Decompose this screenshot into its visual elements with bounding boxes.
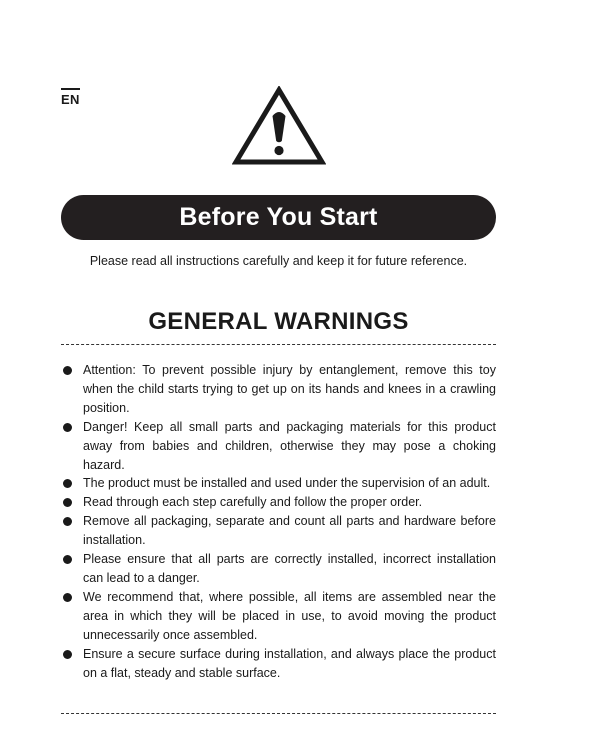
warning-text: Remove all packaging, separate and count all parts and hardware before installation. [83,514,496,548]
warning-item [61,418,496,475]
intro-text: Please read all instructions carefully and keep it for future reference. [89,254,468,268]
bullet-dot-icon [63,479,72,488]
warning-item [61,550,496,588]
warning-text: Please ensure that all parts are correctly installed, incorrect installation can lead to a danger. [83,552,496,585]
warning-text: Read through each step carefully and follow the proper order. [83,495,423,510]
bullet-dot-icon [63,498,72,507]
bullet-dot-icon [63,517,72,526]
warning-item [61,645,496,683]
warning-text: The product must be installed and used under the supervision of an adult. [83,476,491,491]
bullet-dot-icon [63,423,72,432]
bullet-dot-icon [63,650,72,659]
language-code: EN [61,88,80,107]
bullet-dot-icon [63,366,72,375]
warning-item [61,493,496,512]
warning-item [61,512,496,550]
dashed-divider-bottom [61,713,496,714]
warning-item [61,588,496,645]
warning-text: Attention: To prevent possible injury by entanglement, remove this toy when the child starts trying to get up on its hands and knees in a crawling position. [83,363,496,415]
before-you-start-banner [61,195,496,240]
warning-item [61,474,496,493]
warning-item [61,361,496,418]
section-heading: GENERAL WARNINGS [148,308,409,335]
warning-text: Danger! Keep all small parts and packaging materials for this product away from babies and children, otherwise they may pose a choking hazard. [83,419,496,472]
dashed-divider-top [61,344,496,345]
bullet-dot-icon [63,593,72,602]
warning-triangle-icon [232,86,326,166]
warning-text: We recommend that, where possible, all items are assembled near the area in which they will be placed in use, to avoid moving the product unnecessarily once assembled. [83,589,496,642]
warning-text: Ensure a secure surface during installation, and always place the product on a flat, steady and stable surface. [83,646,496,680]
bullet-dot-icon [63,555,72,564]
banner-title: Before You Start [179,203,378,231]
warnings-list [61,361,496,682]
